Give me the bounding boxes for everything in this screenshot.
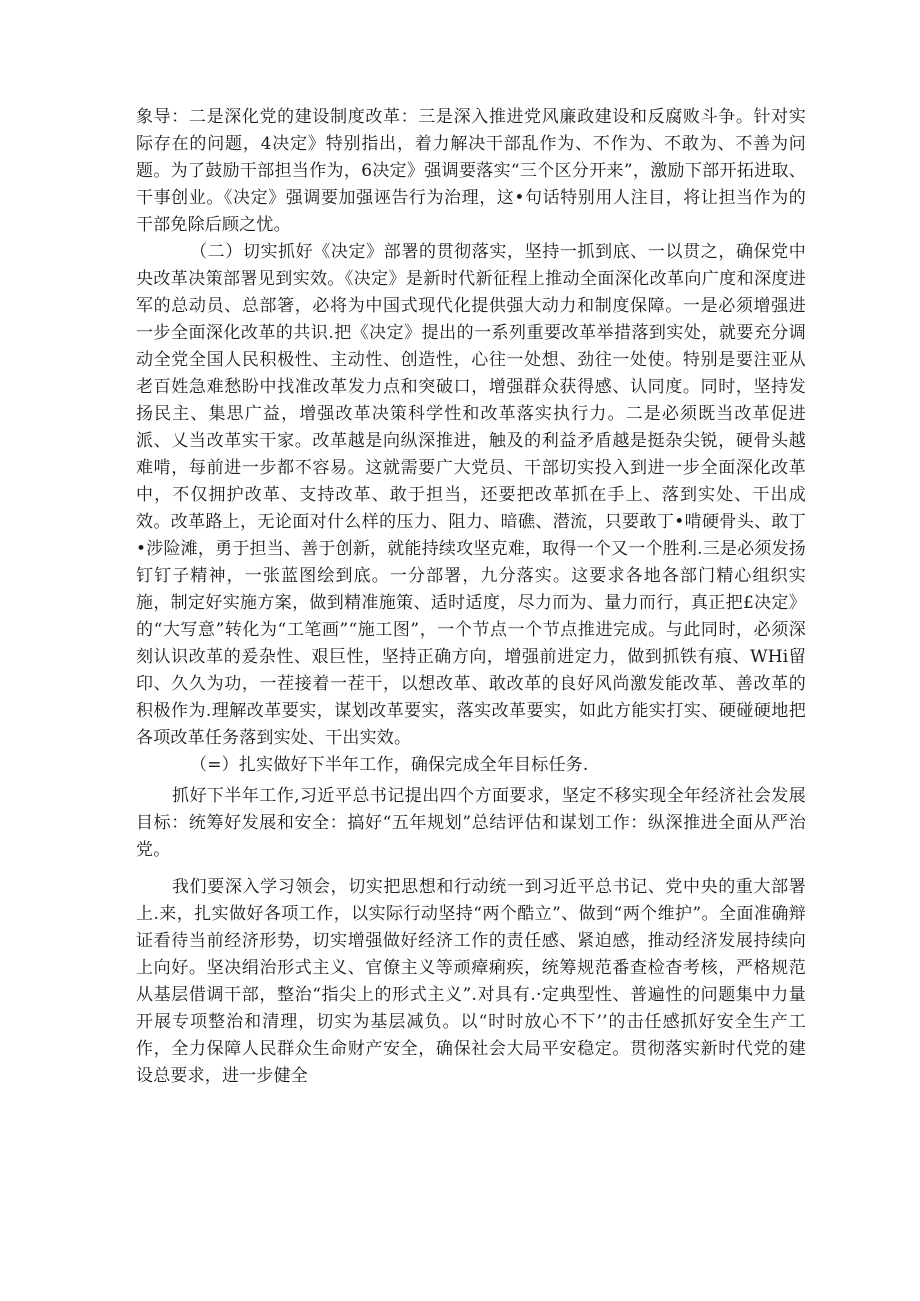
paragraph-5: 我们要深入学习领会，切实把思想和行动统一到习近平总书记、党中央的重大部署上.来，扎实做好各项工作，以实际行动坚持“两个酷立”、做到“两个维护”。全面准确辩证看待当前经济形势，切实增强做好经济工作的责任感、紧迫感，推动经济发展持续向上向好。坚决绢治形式主义、官僚主义等顽瘴痢疾，统筹规范番查检杳考核，严格规范从基层借调干部，整治“指尖上的形式主义”.对具有.·定典型性、普遍性的问题集中力量开展专项整治和清理，切实为基层减负。以“时时放心不下’’的击任感抓好安全生产工作，全力保障人民群众生命财产安全，确保社会大局平安稳定。贯彻落实新时代党的建设总要求，进一步健全 [136, 877, 806, 1086]
paragraph-4: 抓好下半年工作,习近平总书记提出四个方面要求，坚定不移实现全年经济社会发展目标：统筹好发展和安全：搞好“五年规划”总结评估和谋划工作：纵深推进全面从严治党。 [136, 786, 806, 860]
document-body [136, 104, 806, 1090]
paragraph-2-section-two: （二）切实抓好《决定》部署的贯彻落实，坚持一抓到底、一以贯之，确保党中央改革决策部署见到实效。《决定》是新时代新征程上推动全面深化改革向广度和深度进军的总动员、总部箸，必将为中国式现代化提供强大动力和制度保障。一是必须增强进一步全面深化改革的共识.把《决定》提出的一系列重要改革举措落到实处，就要充分调动全党全国人民积极性、主动性、创造性，心往一处想、劲往一处使。特别是要注亚从老百姓急难愁盼中找准改革发力点和突破口，增强群众获得感、认同度。同时，坚持发扬民主、集思广益，增强改革决策科学性和改革落实执行力。二是必须既当改革促进派、乂当改革实干家。改革越是向纵深推进，触及的利益矛盾越是挺杂尖锐，硬骨头越难啃，每前进一步都不容易。这就需要广大党员、干部切实投入到进一步全面深化改革中，不仅拥护改革、支持改革、敢于担当，还要把改革抓在手上、落到实处、干出成效。改革路上，无论面对什么样的压力、阻力、暗礁、潜流，只要敢丁•啃硬骨头、敢丁•涉险滩，勇于担当、善于创新，就能持续攻坚克难，取得一个又一个胜利.三是必须发扬钉钉子精神，一张蓝图绘到底。一分部署，九分落实。这要求各地各部门精心组织实施，制定好实施方案，做到精准施策、适时适度，尽力而为、量力而行，真正把£决定》的“大写意”转化为“工笔画”“施工图”，一个节点一个节点推进完成。与此同时，必须深刻认识改革的爰杂性、艰巨性，坚持正确方向，增强前进定力，做到抓铁有痕、WHi留印、久久为功，一茬接着一茬干，以想改革、敢改革的良好风尚激发能改革、善改革的积极作为.理解改革要实，谋划改革要实，落实改革要实，如此方能实打实、硬碰硬地把各项改革任务落到实处、干出实效。 [136, 242, 806, 748]
paragraph-1: 象导：二是深化党的建设制度改革：三是深入推进党风廉政建设和反腐败斗争。针对实际存在的问题，4决定》特别指出，着力解决干部乱作为、不作为、不敢为、不善为问题。为了鼓励干部担当作为，6决定》强调要落实“三个区分开来”，激励下部开拓进取、干事创业。《决定》强调要加强诬告行为治理，这•句话特别用人注目，将让担当作为的干部免除后顾之忧。 [136, 107, 806, 235]
paragraph-3-section-three-heading: （=）扎实做好下半年工作，确保完成全年目标任务. [190, 755, 589, 775]
